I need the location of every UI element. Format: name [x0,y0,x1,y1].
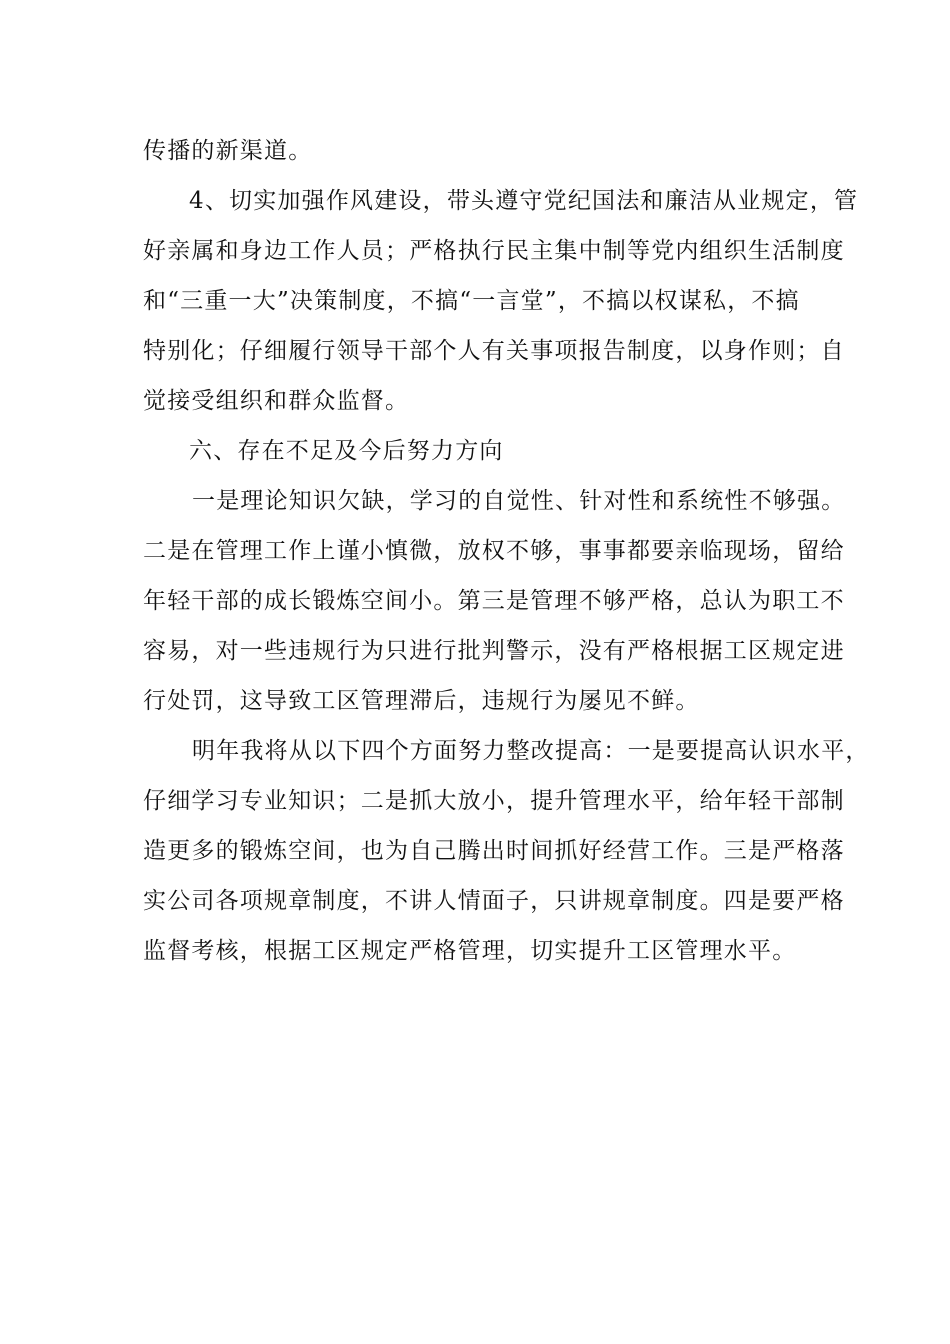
paragraph-line: 年轻干部的成长锻炼空间小。第三是管理不够严格，总认为职工不 [143,588,845,614]
paragraph-line: 一是理论知识欠缺，学习的自觉性、针对性和系统性不够强。 [192,488,846,514]
paragraph-line: 和“三重一大”决策制度，不搞“一言堂”，不搞以权谋私，不搞 [143,288,800,314]
paragraph-line: 好亲属和身边工作人员；严格执行民主集中制等党内组织生活制度 [143,238,845,264]
paragraph-line: 4、切实加强作风建设，带头遵守党纪国法和廉洁从业规定，管 [189,188,859,214]
paragraph-line: 监督考核，根据工区规定严格管理，切实提升工区管理水平。 [143,938,797,964]
paragraph-line: 特别化；仔细履行领导干部个人有关事项报告制度，以身作则；自 [143,338,845,364]
paragraph-line: 行处罚，这导致工区管理滞后，违规行为屡见不鲜。 [143,688,700,714]
paragraph-line: 造更多的锻炼空间，也为自己腾出时间抓好经营工作。三是严格落 [143,838,845,864]
paragraph-line: 容易，对一些违规行为只进行批判警示，没有严格根据工区规定进 [143,638,845,664]
paragraph-line: 传播的新渠道。 [143,138,313,164]
paragraph-line: 觉接受组织和群众监督。 [143,388,410,414]
paragraph-line: 明年我将从以下四个方面努力整改提高：一是要提高认识水平， [192,738,870,764]
paragraph-line: 实公司各项规章制度，不讲人情面子，只讲规章制度。四是要严格 [143,888,845,914]
paragraph-line: 仔细学习专业知识；二是抓大放小，提升管理水平，给年轻干部制 [143,788,845,814]
section-heading: 六、存在不足及今后努力方向 [189,438,504,464]
paragraph-line: 二是在管理工作上谨小慎微，放权不够，事事都要亲临现场，留给 [143,538,845,564]
